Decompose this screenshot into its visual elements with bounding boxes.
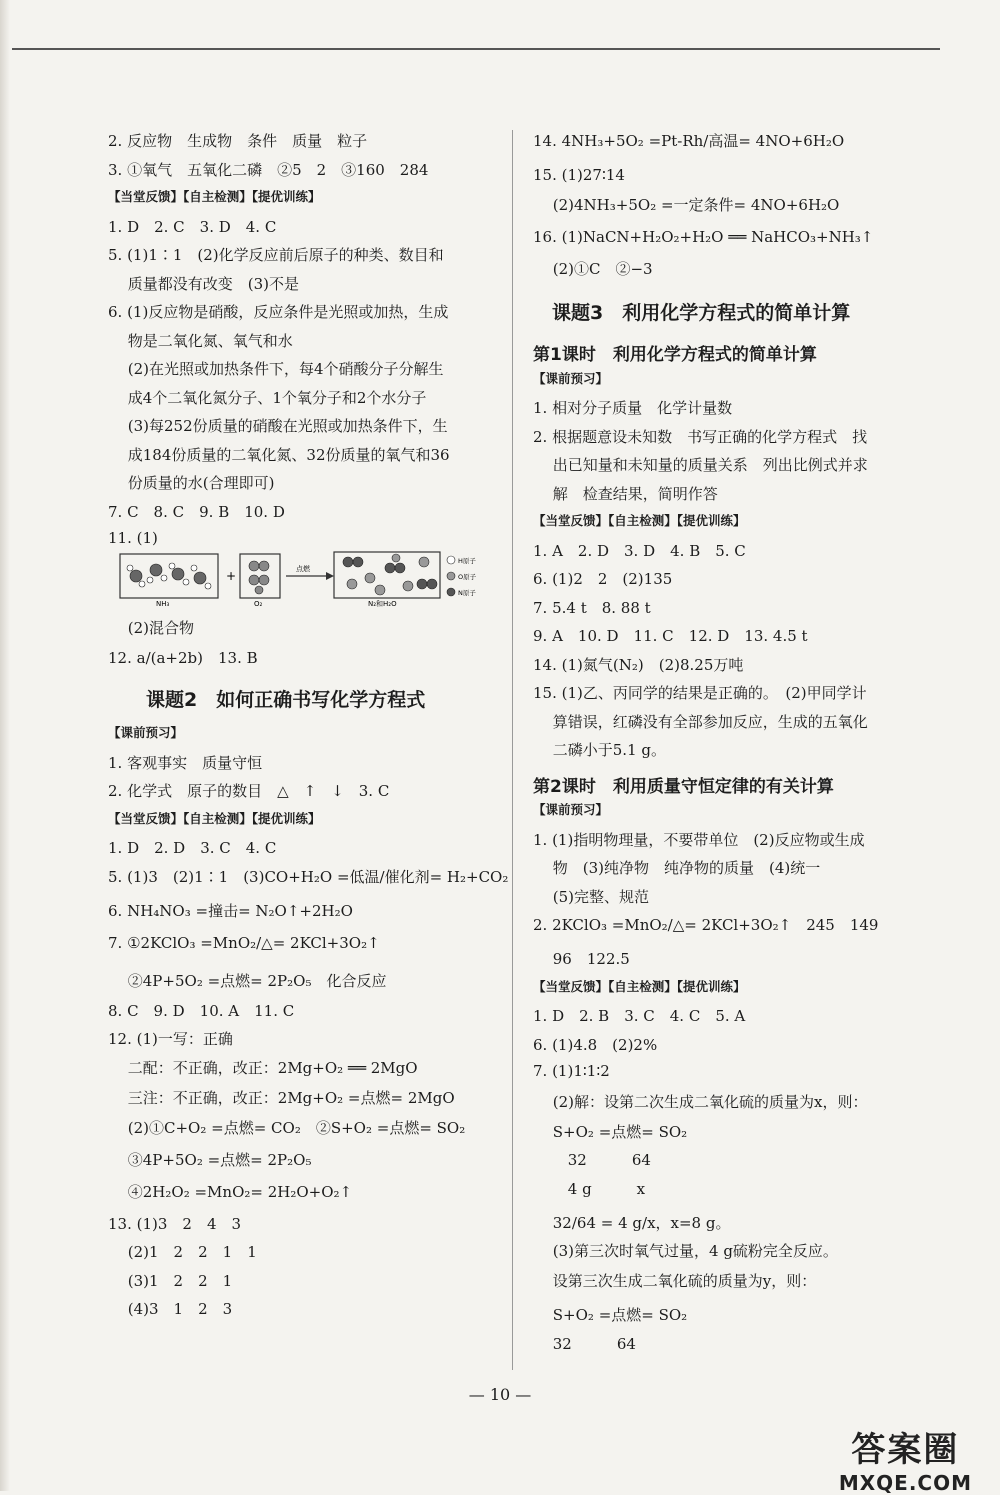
right-column-line: 4 g x xyxy=(533,1179,646,1198)
right-column-line: 2. 根据题意设未知数 书写正确的化学方程式 找 xyxy=(533,427,868,446)
right-column-line: (2)①C ②−3 xyxy=(533,260,653,278)
right-column-line: 1. 相对分子质量 化学计量数 xyxy=(533,399,733,417)
right-column-line: 课题3 利用化学方程式的简单计算 xyxy=(533,302,851,324)
left-column-line: 二配：不正确，改正：2Mg+O₂ ══ 2MgO xyxy=(108,1058,418,1077)
left-column-line: 5. (1)1∶1 (2)化学反应前后原子的种类、数目和 xyxy=(108,246,444,264)
left-column-line: (2)1 2 2 1 1 xyxy=(108,1243,257,1261)
right-column-line: 设第三次生成二氧化硫的质量为y，则： xyxy=(533,1272,817,1290)
left-column-line: 11. (1) xyxy=(108,529,158,547)
left-column-line: 12. a/(a+2b) 13. B xyxy=(108,649,258,667)
right-column-line: 【课前预习】 xyxy=(533,802,609,817)
diagram-label-nh3: NH₃ xyxy=(156,600,170,608)
left-column-line: (2)混合物 xyxy=(108,619,195,637)
right-column-line: (3)第三次时氧气过量，4 g硫粉完全反应。 xyxy=(533,1242,838,1260)
right-column-line: 二磷小于5.1 g。 xyxy=(533,741,666,759)
left-column-line: 物是二氧化氮、氧气和水 xyxy=(108,331,293,350)
legend-n-atom: N原子 xyxy=(458,589,476,597)
left-column-line: 三注：不正确，改正：2Mg+O₂ =点燃= 2MgO xyxy=(108,1088,455,1107)
right-column-line: 解 检查结果，简明作答 xyxy=(533,484,718,503)
left-column-line: 【课前预习】 xyxy=(108,725,184,740)
left-column-line: 成184份质量的二氧化氮、32份质量的氧气和36 xyxy=(108,445,450,464)
left-column-line: ③4P+5O₂ =点燃= 2P₂O₅ xyxy=(108,1150,312,1169)
right-column-line: 1. D 2. B 3. C 4. C 5. A xyxy=(533,1007,746,1025)
right-column-line: 32 64 xyxy=(533,1151,651,1169)
right-column-line: 第1课时 利用化学方程式的简单计算 xyxy=(533,345,817,365)
right-column-line: 7. (1)1∶1∶2 xyxy=(533,1062,610,1080)
left-column-line: 【当堂反馈】【自主检测】【提优训练】 xyxy=(108,810,321,826)
left-column-line: 成4个二氧化氮分子、1个氧分子和2个水分子 xyxy=(108,388,427,407)
right-column-line: 2. 2KClO₃ =MnO₂/△= 2KCl+3O₂↑ 245 149 xyxy=(533,916,879,934)
left-column-line: (4)3 1 2 3 xyxy=(108,1300,233,1318)
left-column-line: 课题2 如何正确书写化学方程式 xyxy=(108,689,426,711)
legend-h-atom: H原子 xyxy=(458,557,476,565)
diagram-label-products: N₂和H₂O xyxy=(368,600,397,608)
left-column-line: 6. (1)反应物是硝酸，反应条件是光照或加热，生成 xyxy=(108,303,449,321)
left-column-line: 3. ①氧气 五氧化二磷 ②5 2 ③160 284 xyxy=(108,160,429,179)
left-column-line: 【当堂反馈】【自主检测】【提优训练】 xyxy=(108,189,321,204)
right-column-line: 32/64 = 4 g/x，x=8 g。 xyxy=(533,1213,731,1232)
left-column-line: 12. (1)一写：正确 xyxy=(108,1030,233,1048)
left-column-line: (3)每252份质量的硝酸在光照或加热条件下，生 xyxy=(108,417,448,435)
right-column-line: 16. (1)NaCN+H₂O₂+H₂O ══ NaHCO₃+NH₃↑ xyxy=(533,228,874,246)
right-column-line: 15. (1)27∶14 xyxy=(533,166,625,184)
right-column-line: 14. (1)氮气(N₂) (2)8.25万吨 xyxy=(533,655,744,674)
page-number: — 10 — xyxy=(468,1385,532,1404)
right-column-line: 96 122.5 xyxy=(533,950,630,968)
right-column-line: 7. 5.4 t 8. 88 t xyxy=(533,598,651,617)
right-column-line: 1. A 2. D 3. D 4. B 5. C xyxy=(533,541,746,560)
right-column-line: 算错误，红磷没有全部参加反应，生成的五氧化 xyxy=(533,712,868,731)
left-column-line: 7. C 8. C 9. B 10. D xyxy=(108,502,285,521)
right-column-line: (2)解：设第二次生成二氧化硫的质量为x，则： xyxy=(533,1092,868,1111)
left-column-line: 6. NH₄NO₃ =撞击= N₂O↑+2H₂O xyxy=(108,901,353,920)
watermark-url: MXQE.COM xyxy=(838,1471,972,1495)
right-column-line: 【课前预习】 xyxy=(533,370,609,386)
left-column-line: 份质量的水(合理即可) xyxy=(108,474,275,492)
right-column-line: 【当堂反馈】【自主检测】【提优训练】 xyxy=(533,513,746,528)
right-column-line: 32 64 xyxy=(533,1334,636,1353)
watermark xyxy=(839,1422,972,1495)
column-divider xyxy=(512,130,513,1370)
left-column-line: 质量都没有改变 (3)不是 xyxy=(108,274,300,293)
left-column-line: 1. 客观事实 质量守恒 xyxy=(108,753,263,772)
left-column-line: 5. (1)3 (2)1∶1 (3)CO+H₂O =低温/催化剂= H₂+CO₂ xyxy=(108,867,509,886)
page-edge-shadow xyxy=(0,0,10,1491)
left-column-line: 2. 反应物 生成物 条件 质量 粒子 xyxy=(108,132,368,150)
watermark-logo-text: 答案圈 xyxy=(851,1430,960,1470)
left-column-line: ②4P+5O₂ =点燃= 2P₂O₅ 化合反应 xyxy=(108,971,387,990)
left-column-line: 1. D 2. D 3. C 4. C xyxy=(108,839,277,857)
left-column-line: ④2H₂O₂ =MnO₂= 2H₂O+O₂↑ xyxy=(108,1182,353,1201)
right-column-line: 9. A 10. D 11. C 12. D 13. 4.5 t xyxy=(533,627,808,645)
left-column-line: 8. C 9. D 10. A 11. C xyxy=(108,1001,295,1020)
top-rule xyxy=(12,48,940,50)
left-column-line: 7. ①2KClO₃ =MnO₂/△= 2KCl+3O₂↑ xyxy=(108,933,380,952)
left-column-line: (3)1 2 2 1 xyxy=(108,1271,233,1290)
legend-o-atom: O原子 xyxy=(458,573,477,581)
right-column-line: 15. (1)乙、丙同学的结果是正确的。 (2)甲同学计 xyxy=(533,684,867,702)
left-column-line: (2)①C+O₂ =点燃= CO₂ ②S+O₂ =点燃= SO₂ xyxy=(108,1118,466,1137)
plus-sign: + xyxy=(226,569,237,583)
right-column-line: 【当堂反馈】【自主检测】【提优训练】 xyxy=(533,978,746,994)
right-column-line: 物 (3)纯净物 纯净物的质量 (4)统一 xyxy=(533,859,821,877)
right-column-line: 6. (1)4.8 (2)2% xyxy=(533,1035,658,1054)
right-column-line: 第2课时 利用质量守恒定律的有关计算 xyxy=(533,776,834,797)
right-column-line: 6. (1)2 2 (2)135 xyxy=(533,570,673,588)
right-column-line: S+O₂ =点燃= SO₂ xyxy=(533,1122,688,1141)
right-column-line: 14. 4NH₃+5O₂ =Pt-Rh/高温= 4NO+6H₂O xyxy=(533,132,845,150)
left-column-line: (2)在光照或加热条件下，每4个硝酸分子分解生 xyxy=(108,360,444,378)
reaction-diagram xyxy=(108,548,488,608)
right-column-line: S+O₂ =点燃= SO₂ xyxy=(533,1306,688,1324)
right-column-line: (2)4NH₃+5O₂ =一定条件= 4NO+6H₂O xyxy=(533,196,840,214)
left-column-line: 2. 化学式 原子的数目 △ ↑ ↓ 3. C xyxy=(108,782,390,800)
left-column-line: 13. (1)3 2 4 3 xyxy=(108,1214,242,1233)
right-column-line: 1. (1)指明物理量，不要带单位 (2)反应物或生成 xyxy=(533,830,865,849)
left-column-line: 1. D 2. C 3. D 4. C xyxy=(108,217,277,236)
diagram-label-condition: 点燃 xyxy=(296,565,310,573)
right-column-line: 出已知量和未知量的质量关系 列出比例式并求 xyxy=(533,456,868,474)
diagram-label-o2: O₂ xyxy=(254,600,263,608)
right-column-line: (5)完整、规范 xyxy=(533,887,650,906)
